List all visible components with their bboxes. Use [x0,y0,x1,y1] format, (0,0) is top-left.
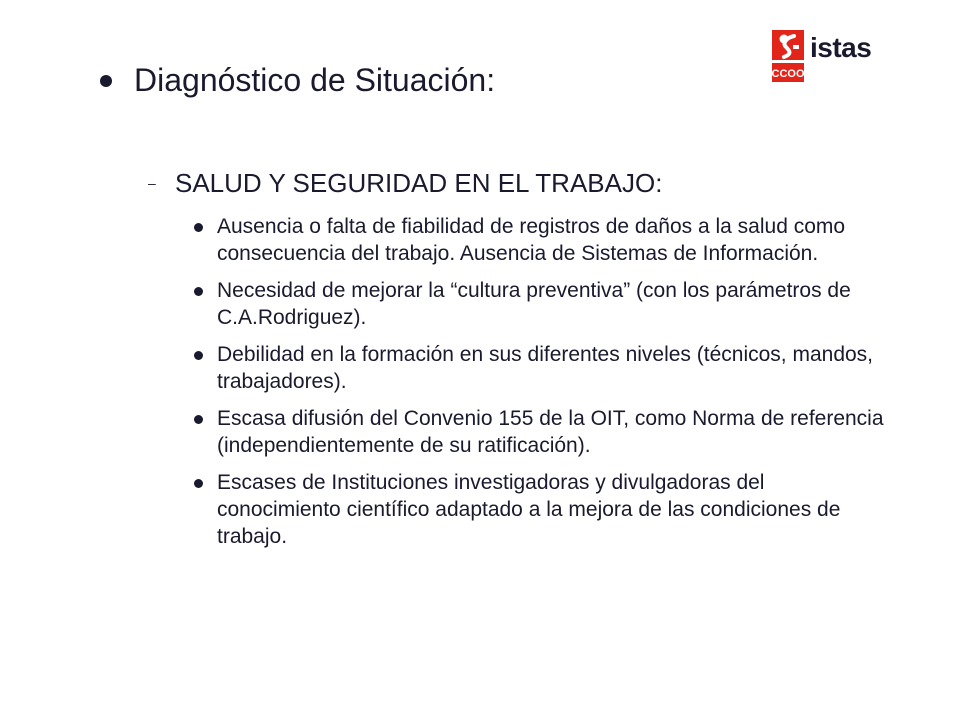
list-item [194,469,884,550]
bullet-icon [194,415,203,424]
bullet-icon [194,223,203,232]
list-item [194,277,884,331]
logo-wordmark: istas [810,32,872,63]
list-item [194,341,884,395]
slide-title: Diagnóstico de Situación: [134,62,496,98]
title-bullet-icon [100,75,112,87]
bullet-icon [194,287,203,296]
bullet-icon [194,479,203,488]
istas-ccoo-logo-icon [772,30,804,82]
logo-sublabel: CCOO [772,68,804,80]
section-heading-row [148,163,888,203]
list-item-text: Necesidad de mejorar la “cultura preventiva” (con los parámetros de C.A.Rodriguez). [217,279,851,329]
list-item-text: Escasa difusión del Convenio 155 de la OIT, como Norma de referencia (independientemente de su ratificación). [217,407,884,457]
bullet-list [194,213,884,560]
section-heading: SALUD Y SEGURIDAD EN EL TRABAJO: [175,168,663,198]
section-dash-marker: – [148,175,156,191]
list-item-text: Ausencia o falta de fiabilidad de registros de daños a la salud como consecuencia del trabajo. Ausencia de Sistemas de Información. [217,215,846,265]
title-row [100,58,700,104]
list-item-text: Debilidad en la formación en sus diferentes niveles (técnicos, mandos, trabajadores). [217,343,874,393]
list-item-text: Escases de Instituciones investigadoras y divulgadoras del conocimiento científico adaptado a la mejora de las condiciones de trabajo. [217,471,841,548]
list-item [194,405,884,459]
bullet-icon [194,351,203,360]
istas-logo [772,30,882,86]
list-item [194,213,884,267]
